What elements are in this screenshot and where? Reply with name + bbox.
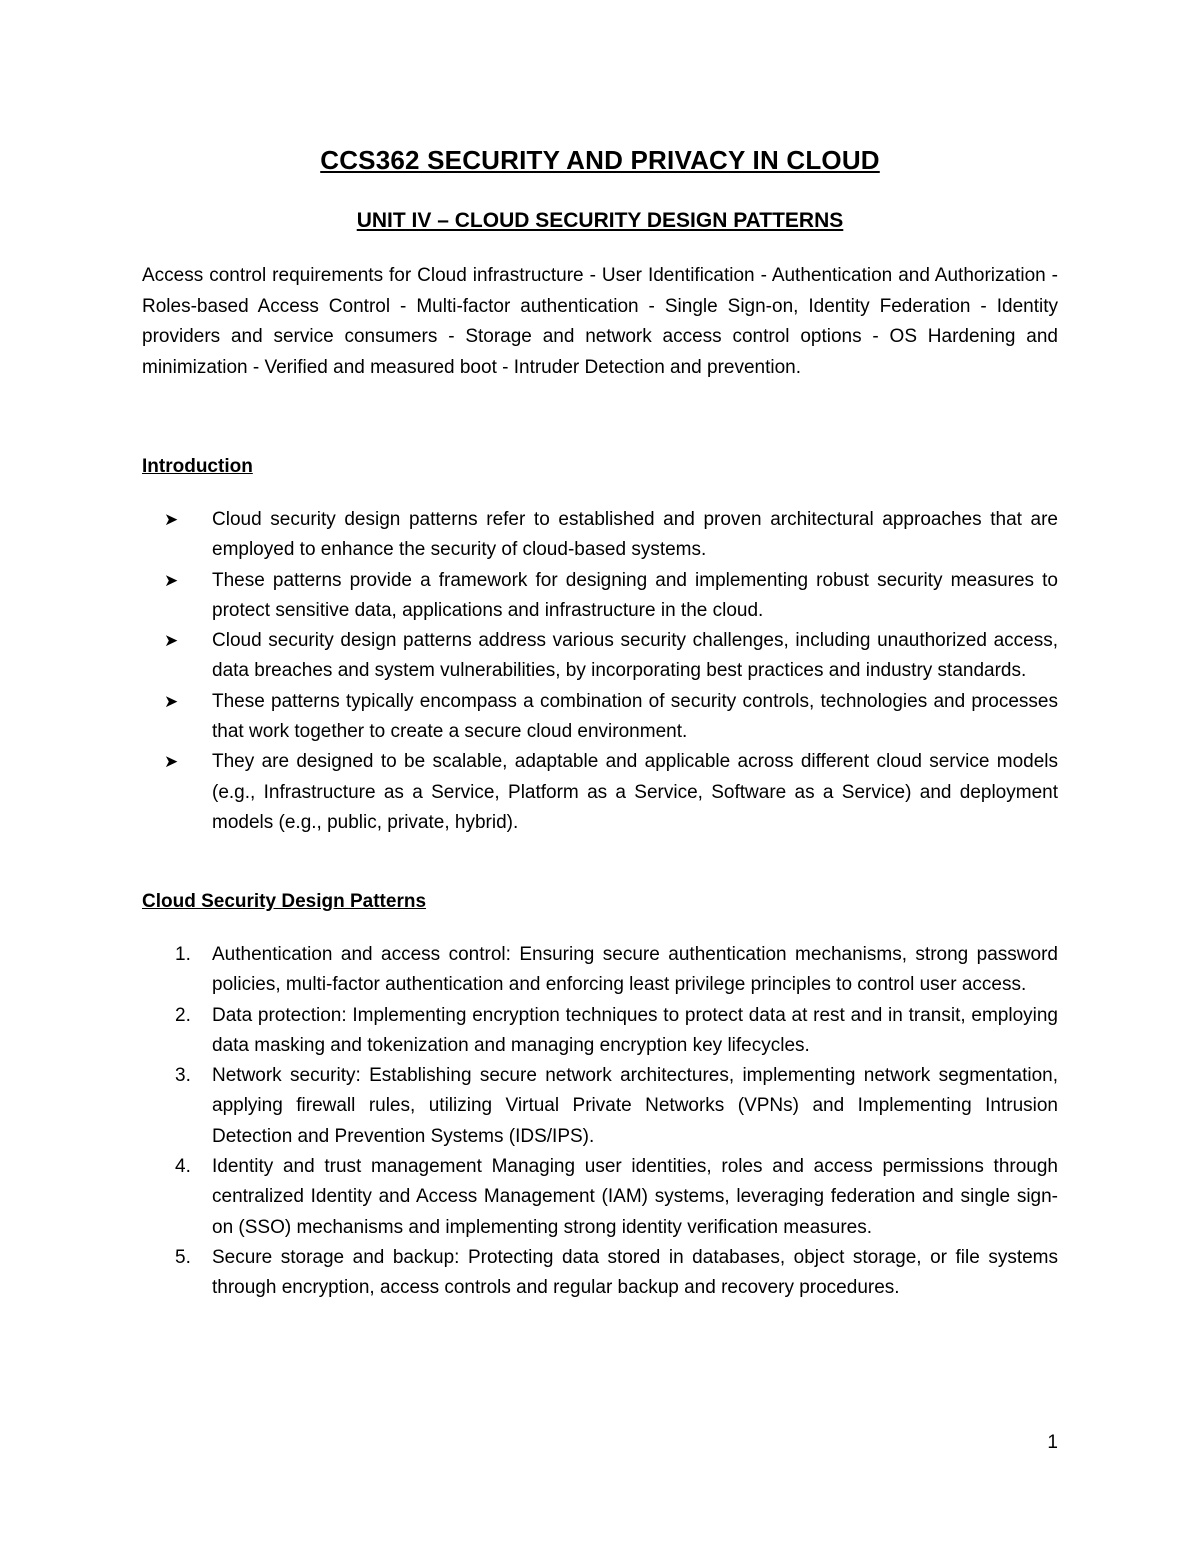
page-number: 1: [1047, 1432, 1058, 1453]
list-item-text: Authentication and access control: Ensuring secure authentication mechanisms, strong password policies, multi-factor authentication and enforcing least privilege principles to control user access.: [212, 944, 1058, 996]
list-item: [142, 747, 1058, 838]
list-number: 2.: [175, 1004, 191, 1026]
list-item: [142, 566, 1058, 627]
introduction-bullet-list: [142, 505, 1058, 838]
list-item: [142, 687, 1058, 748]
arrow-bullet-icon: ➤: [164, 691, 179, 711]
list-item-text: They are designed to be scalable, adaptable and applicable across different cloud service models (e.g., Infrastructure as a Service, Platform as a Service, Software as a Service) and deployment models (e.g., public, private, hybrid).: [212, 751, 1058, 833]
list-number: 4.: [175, 1156, 191, 1178]
list-item-text: These patterns typically encompass a combination of security controls, technologies and processes that work together to create a secure cloud environment.: [212, 690, 1058, 743]
list-item: [142, 505, 1058, 566]
arrow-bullet-icon: ➤: [164, 631, 179, 651]
list-item-text: Identity and trust management Managing user identities, roles and access permissions through centralized Identity and Access Management (IAM) systems, leveraging federation and single sign-on (SSO) mechanisms and implementing strong identity verification measures.: [212, 1156, 1058, 1238]
list-item-text: Cloud security design patterns refer to established and proven architectural approaches that are employed to enhance the security of cloud-based systems.: [212, 509, 1058, 561]
list-item-text: These patterns provide a framework for designing and implementing robust security measures to protect sensitive data, applications and infrastructure in the cloud.: [212, 569, 1058, 621]
list-item-text: Data protection: Implementing encryption techniques to protect data at rest and in transit, employing data masking and tokenization and managing encryption key lifecycles.: [212, 1004, 1058, 1056]
list-item: [142, 626, 1058, 687]
list-item: [142, 1061, 1058, 1152]
list-item-text: Cloud security design patterns address various security challenges, including unauthorized access, data breaches and system vulnerabilities, by incorporating best practices and industry standards.: [212, 630, 1058, 682]
list-item-text: Secure storage and backup: Protecting data stored in databases, object storage, or file systems through encryption, access controls and regular backup and recovery procedures.: [212, 1246, 1058, 1299]
patterns-heading: Cloud Security Design Patterns: [142, 891, 427, 912]
list-item-text: Network security: Establishing secure network architectures, implementing network segmentation, applying firewall rules, utilizing Virtual Private Networks (VPNs) and Implementing Intrusion Detection and Prevention Systems (IDS/IPS).: [212, 1065, 1058, 1147]
list-number: 5.: [175, 1246, 191, 1268]
document-title: CCS362 SECURITY AND PRIVACY IN CLOUD: [320, 145, 880, 175]
unit-title: UNIT IV – CLOUD SECURITY DESIGN PATTERNS: [356, 209, 844, 232]
list-item: [142, 1243, 1058, 1304]
patterns-numbered-list: [142, 940, 1058, 1304]
list-item: [142, 1152, 1058, 1243]
list-item: [142, 940, 1058, 1001]
list-item: [142, 1001, 1058, 1062]
syllabus-paragraph: Access control requirements for Cloud infrastructure - User Identification - Authentication and Authorization - Roles-based Access Control - Multi-factor authentication - Single Sign-on, Identity Federation - Identity providers and service consumers - Storage and network access control options - OS Hardening and minimization - Verified and measured boot - Intruder Detection and prevention.: [142, 265, 1058, 378]
arrow-bullet-icon: ➤: [164, 570, 179, 590]
list-number: 3.: [175, 1065, 191, 1087]
arrow-bullet-icon: ➤: [164, 510, 179, 529]
arrow-bullet-icon: ➤: [164, 752, 179, 772]
introduction-heading: Introduction: [142, 456, 253, 477]
list-number: 1.: [175, 944, 191, 965]
